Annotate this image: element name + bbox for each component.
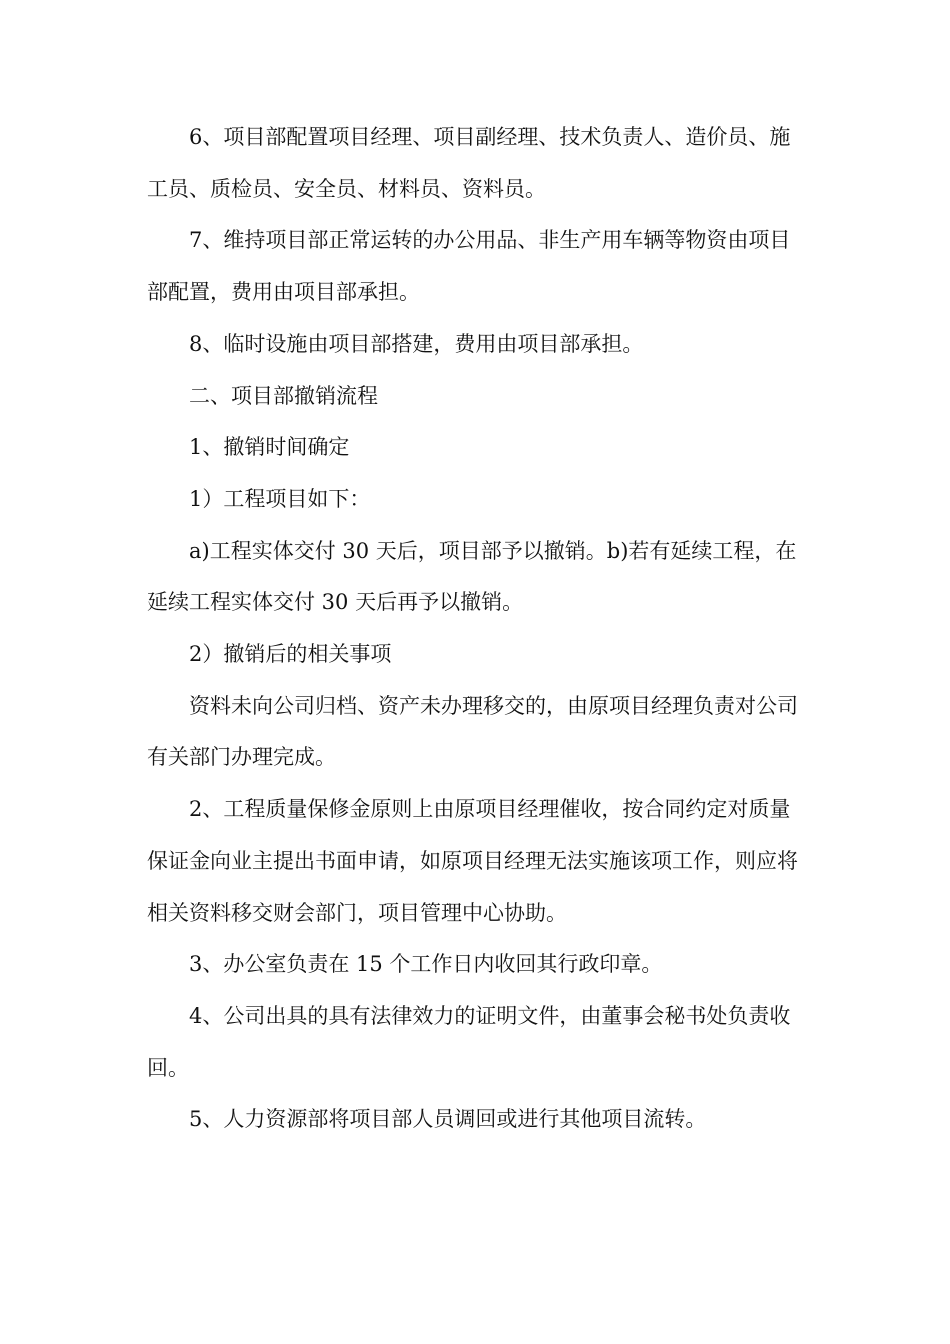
paragraph-item-8: 8、临时设施由项目部搭建，费用由项目部承担。 [189, 331, 644, 356]
paragraph-item-7: 7、维持项目部正常运转的办公用品、非生产用车辆等物资由项目部配置，费用由项目部承担。 [147, 228, 791, 305]
subheading-revocation-time: 1、撤销时间确定 [189, 435, 350, 460]
subheading-engineering-projects: 1）工程项目如下： [189, 486, 371, 511]
document-body [147, 112, 805, 1146]
paragraph-warranty-deposit: 2、工程质量保修金原则上由原项目经理催收，按合同约定对质量保证金向业主提出书面申请，如原项目经理无法实施该项工作，则应将相关资料移交财会部门，项目管理中心协助。 [147, 797, 798, 925]
paragraph-staff-reassignment: 5、人力资源部将项目部人员调回或进行其他项目流转。 [189, 1107, 707, 1132]
paragraph-item-6: 6、项目部配置项目经理、项目副经理、技术负责人、造价员、施工员、质检员、安全员、材料员、资料员。 [147, 125, 791, 201]
subheading-post-revocation-matters: 2）撤销后的相关事项 [189, 642, 392, 667]
paragraph-certificate-recovery: 4、公司出具的具有法律效力的证明文件，由董事会秘书处负责收回。 [147, 1003, 791, 1080]
paragraph-revocation-rule: a)工程实体交付 30 天后，项目部予以撤销。b)若有延续工程，在延续工程实体交付 30 天后再予以撤销。 [147, 538, 797, 615]
paragraph-archiving-transfer: 资料未向公司归档、资产未办理移交的，由原项目经理负责对公司有关部门办理完成。 [147, 693, 798, 770]
section-heading-revocation-process: 二、项目部撤销流程 [189, 383, 378, 408]
paragraph-seal-recovery: 3、办公室负责在 15 个工作日内收回其行政印章。 [189, 952, 663, 977]
